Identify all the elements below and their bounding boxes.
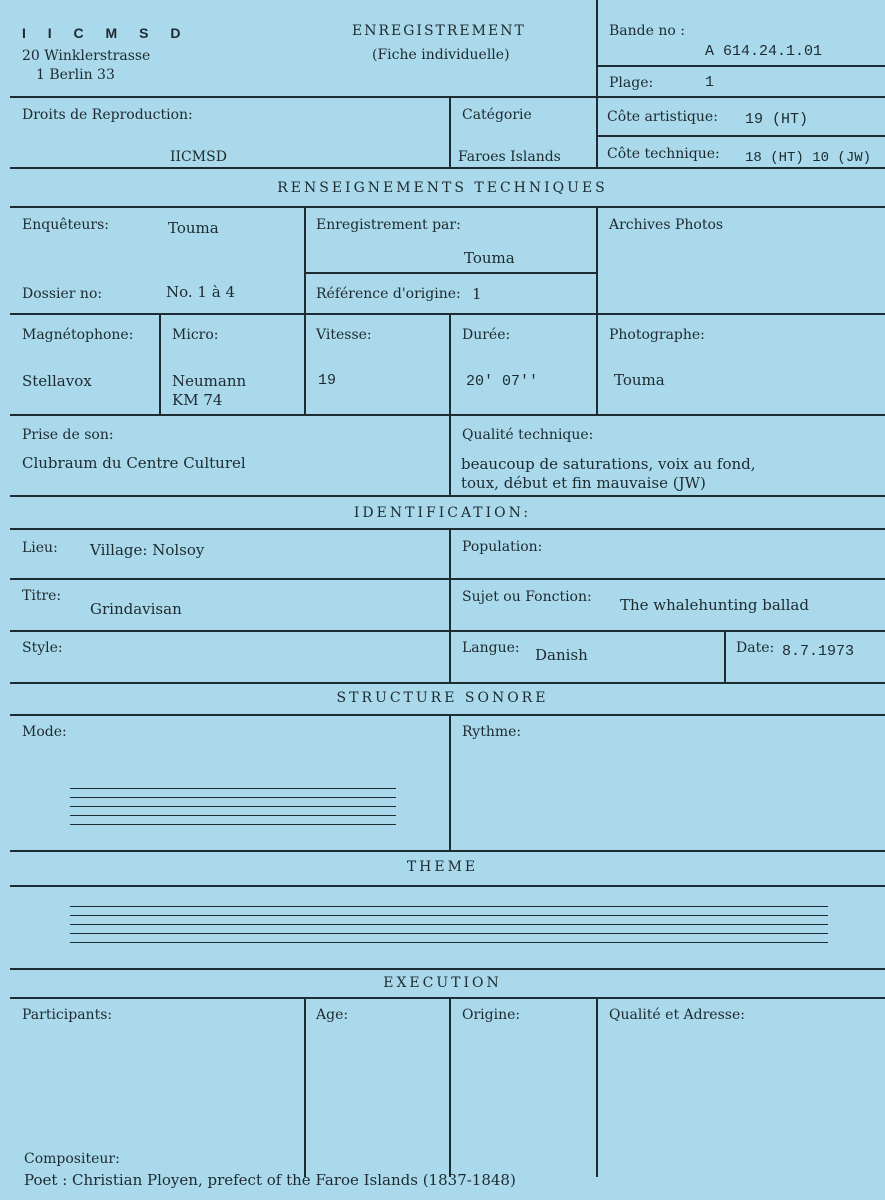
date-value: 8.7.1973 <box>782 643 855 660</box>
duree-value: 20' 07'' <box>466 373 539 390</box>
reference-label: Référence d'origine: <box>316 286 461 302</box>
enqueteurs-label: Enquêteurs: <box>22 217 110 233</box>
cote-technique-value: 18 (HT) 10 (JW) <box>745 150 872 166</box>
date-label: Date: <box>736 640 775 656</box>
photographe-value: Touma <box>614 371 665 389</box>
micro-label: Micro: <box>172 327 219 343</box>
sujet-label: Sujet ou Fonction: <box>462 589 592 605</box>
form-title: ENREGISTREMENT <box>352 23 526 39</box>
magnetophone-value: Stellavox <box>22 372 92 390</box>
participants-label: Participants: <box>22 1007 113 1023</box>
sujet-value: The whalehunting ballad <box>620 596 809 614</box>
dossier-value: No. 1 à 4 <box>166 283 235 301</box>
compositeur-value: Poet : Christian Ployen, prefect of the Faroe Islands (1837-1848) <box>24 1171 516 1189</box>
section-structure-sonore: STRUCTURE SONORE <box>336 690 549 706</box>
lieu-label: Lieu: <box>22 540 58 556</box>
qualite-technique-label: Qualité technique: <box>462 427 594 443</box>
origine-label: Origine: <box>462 1007 521 1023</box>
compositeur-label: Compositeur: <box>24 1151 120 1167</box>
bande-value: A 614.24.1.01 <box>705 43 823 60</box>
prise-de-son-value: Clubraum du Centre Culturel <box>22 454 246 472</box>
photographe-label: Photographe: <box>609 327 705 343</box>
rythme-label: Rythme: <box>462 724 522 740</box>
micro-value-2: KM 74 <box>172 391 223 409</box>
section-renseignements: RENSEIGNEMENTS TECHNIQUES <box>277 180 608 196</box>
cote-artistique-value: 19 (HT) <box>745 111 809 128</box>
section-theme: THEME <box>406 859 479 875</box>
qualite-adresse-label: Qualité et Adresse: <box>609 1007 745 1023</box>
form-subtitle: (Fiche individuelle) <box>372 47 510 63</box>
plage-value: 1 <box>705 74 715 91</box>
address-line-1: 20 Winklerstrasse <box>22 48 151 64</box>
plage-label: Plage: <box>609 75 654 91</box>
categorie-value: Faroes Islands <box>458 149 561 165</box>
cote-technique-label: Côte technique: <box>607 146 720 162</box>
vitesse-label: Vitesse: <box>316 327 372 343</box>
reference-value: 1 <box>472 285 482 303</box>
section-identification: IDENTIFICATION: <box>353 505 532 521</box>
dossier-label: Dossier no: <box>22 286 103 302</box>
langue-label: Langue: <box>462 640 520 656</box>
categorie-label: Catégorie <box>462 107 532 123</box>
mode-label: Mode: <box>22 724 67 740</box>
titre-label: Titre: <box>22 588 62 604</box>
archives-label: Archives Photos <box>609 217 724 233</box>
micro-value-1: Neumann <box>172 372 247 390</box>
magnetophone-label: Magnétophone: <box>22 327 134 343</box>
org-logo: I I C M S D <box>22 25 190 41</box>
langue-value: Danish <box>535 646 588 664</box>
enregistrement-par-label: Enregistrement par: <box>316 217 461 233</box>
section-execution: EXECUTION <box>383 975 502 991</box>
duree-label: Durée: <box>462 327 511 343</box>
cote-artistique-label: Côte artistique: <box>607 109 718 125</box>
enqueteurs-value: Touma <box>168 219 219 237</box>
droits-label: Droits de Reproduction: <box>22 107 193 123</box>
enregistrement-par-value: Touma <box>464 249 515 267</box>
age-label: Age: <box>316 1007 349 1023</box>
qualite-technique-value-2: toux, début et fin mauvaise (JW) <box>461 474 706 492</box>
qualite-technique-value-1: beaucoup de saturations, voix au fond, <box>461 455 756 473</box>
bande-label: Bande no : <box>609 23 685 39</box>
lieu-value: Village: Nolsoy <box>90 541 205 559</box>
titre-value: Grindavisan <box>90 600 182 618</box>
style-label: Style: <box>22 640 63 656</box>
vitesse-value: 19 <box>318 372 337 389</box>
prise-de-son-label: Prise de son: <box>22 427 114 443</box>
droits-value: IICMSD <box>170 149 227 165</box>
population-label: Population: <box>462 539 543 555</box>
address-line-2: 1 Berlin 33 <box>36 67 115 83</box>
